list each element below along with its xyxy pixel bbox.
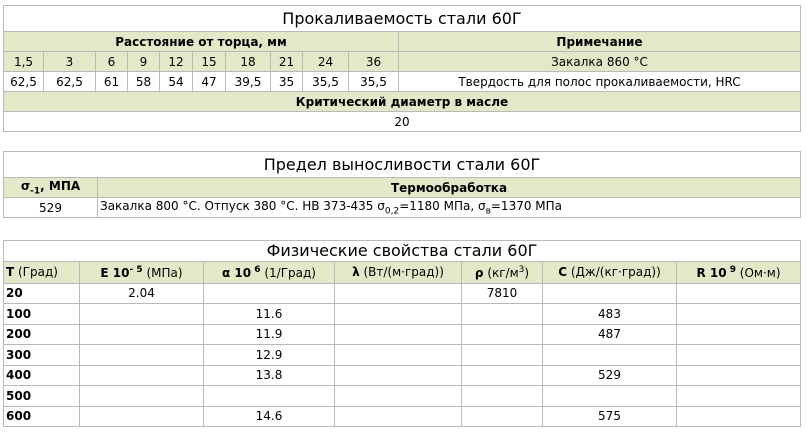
physical-cell: 7810 xyxy=(462,283,543,304)
physical-cell xyxy=(462,386,543,407)
temp-header: T (Град) xyxy=(4,261,80,283)
physical-cell: 529 xyxy=(543,365,677,386)
distance-cell: 24 xyxy=(303,52,349,72)
endurance-table xyxy=(3,151,801,218)
hardness-note: Твердость для полос прокаливаемости, HRC xyxy=(399,72,801,92)
quench-note: Закалка 860 °С xyxy=(399,52,801,72)
table-row xyxy=(4,345,801,366)
physical-cell xyxy=(462,324,543,345)
physical-cell xyxy=(677,345,801,366)
physical-cell xyxy=(80,386,204,407)
distance-cell: 1,5 xyxy=(4,52,44,72)
physical-cell xyxy=(462,406,543,427)
physical-cell: 500 xyxy=(4,386,80,407)
physical-cell xyxy=(677,304,801,325)
physical-cell xyxy=(335,324,462,345)
distance-cell: 21 xyxy=(271,52,303,72)
physical-cell: 300 xyxy=(4,345,80,366)
physical-cell: 2.04 xyxy=(80,283,204,304)
heat-capacity-header: C (Дж/(кг·град)) xyxy=(543,261,677,283)
physical-cell: 400 xyxy=(4,365,80,386)
distance-cell: 6 xyxy=(96,52,128,72)
endurance-value: 529 xyxy=(4,198,98,218)
distance-cell: 15 xyxy=(193,52,226,72)
physical-cell: 20 xyxy=(4,283,80,304)
physical-cell xyxy=(335,283,462,304)
physical-properties-table xyxy=(3,240,801,427)
physical-cell xyxy=(80,365,204,386)
conductivity-header: λ (Вт/(м·град)) xyxy=(335,261,462,283)
physical-cell: 11.6 xyxy=(204,304,335,325)
physical-cell xyxy=(204,386,335,407)
physical-cell xyxy=(80,324,204,345)
hardness-cell: 47 xyxy=(193,72,226,92)
hardness-cell: 35,5 xyxy=(303,72,349,92)
table-row xyxy=(4,283,801,304)
hardness-cell: 61 xyxy=(96,72,128,92)
table-row xyxy=(4,304,801,325)
hardness-cell: 35 xyxy=(271,72,303,92)
distance-cell: 3 xyxy=(44,52,96,72)
resistivity-header: R 10 $^9$ (Ом·м) xyxy=(677,261,801,283)
distance-cell: 18 xyxy=(226,52,271,72)
physical-cell xyxy=(543,283,677,304)
physical-cell: 12.9 xyxy=(204,345,335,366)
hardness-cell: 54 xyxy=(160,72,193,92)
physical-cell xyxy=(462,345,543,366)
physical-cell xyxy=(80,406,204,427)
table-row xyxy=(4,406,801,427)
physical-cell xyxy=(677,283,801,304)
physical-cell: 14.6 xyxy=(204,406,335,427)
physical-cell xyxy=(677,386,801,407)
physical-cell xyxy=(80,304,204,325)
physical-cell xyxy=(462,365,543,386)
hardness-cell: 62,5 xyxy=(4,72,44,92)
distance-header: Расстояние от торца, мм xyxy=(4,32,399,52)
density-header: ρ $(кг/м^3)$ xyxy=(462,261,543,283)
hardenability-table xyxy=(3,5,801,132)
hardness-cell: 35,5 xyxy=(349,72,399,92)
physical-cell: 11.9 xyxy=(204,324,335,345)
physical-cell xyxy=(677,324,801,345)
physical-cell: 483 xyxy=(543,304,677,325)
physical-cell xyxy=(80,345,204,366)
hardness-cell: 39,5 xyxy=(226,72,271,92)
distance-cell: 12 xyxy=(160,52,193,72)
table-row xyxy=(4,365,801,386)
physical-cell: 100 xyxy=(4,304,80,325)
hardness-cell: 62,5 xyxy=(44,72,96,92)
physical-cell xyxy=(543,345,677,366)
physical-cell xyxy=(335,406,462,427)
treatment-header: Термообработка xyxy=(98,178,801,198)
physical-cell xyxy=(335,304,462,325)
physical-cell xyxy=(204,283,335,304)
hardenability-title: Прокаливаемость стали 60Г xyxy=(4,6,801,32)
physical-cell xyxy=(335,386,462,407)
critical-diameter-header: Критический диаметр в масле xyxy=(4,92,801,112)
modulus-header: E $10^{- 5}$ (МПа) xyxy=(80,261,204,283)
physical-cell xyxy=(543,386,677,407)
distance-cell: 9 xyxy=(128,52,160,72)
physical-cell xyxy=(462,304,543,325)
distance-cell: 36 xyxy=(349,52,399,72)
treatment-text: Закалка 800 °С. Отпуск 380 °С. НВ 373-435 $\sigma_{0,2}=1180$ МПа, $\sigma_в=1370$ МПа xyxy=(98,198,801,218)
physical-cell xyxy=(335,345,462,366)
physical-cell: 487 xyxy=(543,324,677,345)
physical-cell: 13.8 xyxy=(204,365,335,386)
expansion-header: α 10 $^6$ (1/Град) xyxy=(204,261,335,283)
physical-cell: 200 xyxy=(4,324,80,345)
physical-cell xyxy=(335,365,462,386)
table-row xyxy=(4,386,801,407)
endurance-title: Предел выносливости стали 60Г xyxy=(4,152,801,178)
physical-cell: 600 xyxy=(4,406,80,427)
hardness-cell: 58 xyxy=(128,72,160,92)
physical-cell xyxy=(677,365,801,386)
critical-diameter-value: 20 xyxy=(4,112,801,132)
physical-title: Физические свойства стали 60Г xyxy=(4,241,801,262)
physical-cell xyxy=(677,406,801,427)
sigma-header: $\sigma_{-1}$, МПА xyxy=(4,178,98,198)
note-header: Примечание xyxy=(399,32,801,52)
physical-cell: 575 xyxy=(543,406,677,427)
table-row xyxy=(4,324,801,345)
